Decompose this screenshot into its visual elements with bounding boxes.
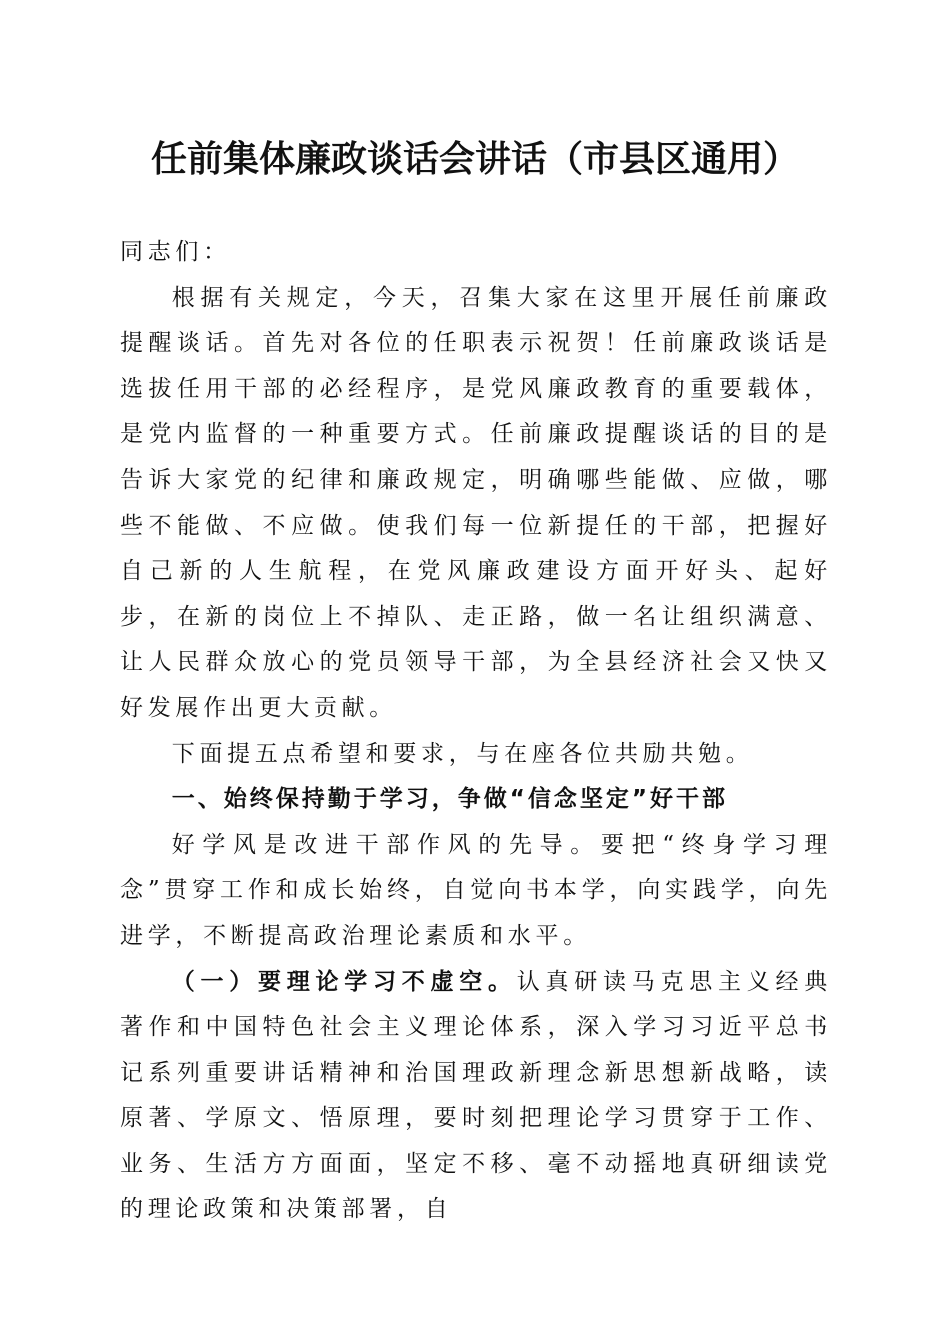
paragraph-subsection-1 bbox=[120, 960, 832, 1234]
subsection-heading-1: （一）要理论学习不虚空。 bbox=[171, 968, 517, 995]
paragraph-section-1-intro: 好学风是改进干部作风的先导。要把“终身学习理念”贯穿工作和成长始终，自觉向书本学，向实践学，向先进学，不断提高政治理论素质和水平。 bbox=[120, 831, 832, 949]
paragraph-transition: 下面提五点希望和要求，与在座各位共励共勉。 bbox=[171, 740, 754, 767]
paragraph-opening: 根据有关规定，今天，召集大家在这里开展任前廉政提醒谈话。首先对各位的任职表示祝贺！任前廉政谈话是选拔任用干部的必经程序，是党风廉政教育的重要载体，是党内监督的一种重要方式。任前廉政提醒谈话的目的是告诉大家党的纪律和廉政规定，明确哪些能做、应做，哪些不能做、不应做。使我们每一位新提任的干部，把握好自己新的人生航程，在党风廉政建设方面开好头、起好步，在新的岗位上不掉队、走正路，做一名让组织满意、让人民群众放心的党员领导干部，为全县经济社会又快又好发展作出更大贡献。 bbox=[120, 284, 832, 721]
section-heading-1: 一、始终保持勤于学习，争做“信念坚定”好干部 bbox=[171, 786, 728, 813]
subsection-1-text: 认真研读马克思主义经典著作和中国特色社会主义理论体系，深入学习习近平总书记系列重要讲话精神和治国理政新理念新思想新战略，读原著、学原文、悟原理，要时刻把理论学习贯穿于工作、业务、生活方方面面，坚定不移、毫不动摇地真研细读党的理论政策和决策部署，自 bbox=[120, 968, 832, 1223]
document-body bbox=[120, 230, 832, 1233]
salutation: 同志们： bbox=[120, 239, 231, 265]
document-title: 任前集体廉政谈话会讲话（市县区通用） bbox=[150, 139, 799, 180]
